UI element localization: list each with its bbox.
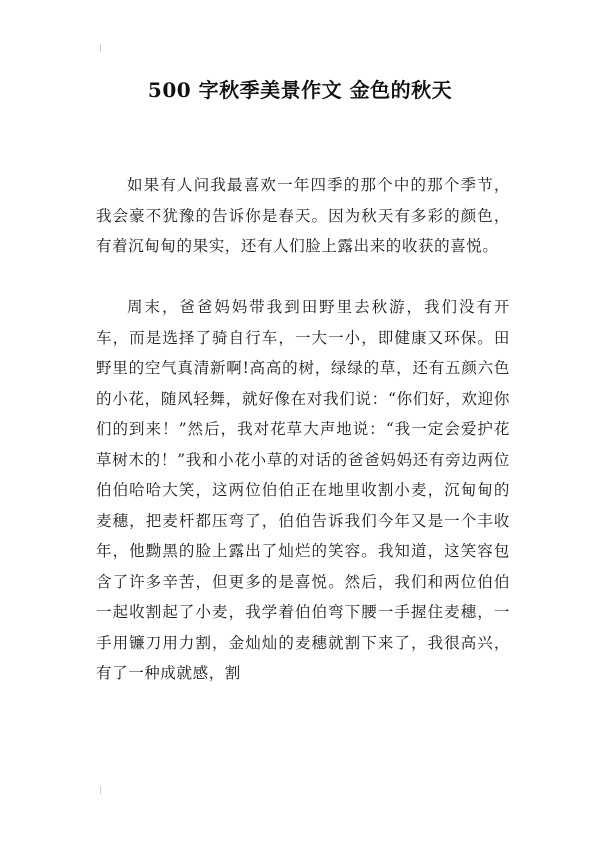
paragraph-1: 如果有人问我最喜欢一年四季的那个中的那个季节，我会豪不犹豫的告诉你是春天。因为秋天有多彩的颜色，有着沉甸甸的果实，还有人们脸上露出来的收获的喜悦。 bbox=[96, 176, 510, 255]
page-corner-mark-bottom bbox=[100, 786, 101, 794]
document-body bbox=[96, 170, 510, 689]
document-title: 500 字秋季美景作文 金色的秋天 bbox=[147, 78, 453, 102]
paragraph-2: 周末，爸爸妈妈带我到田野里去秋游，我们没有开车，而是选择了骑自行车，一大一小，即健康又环保。田野里的空气真清新啊!高高的树，绿绿的草，还有五颜六色的小花，随风轻舞，就好像在对我们说：“你们好，欢迎你们的到来！”然后，我对花草大声地说：“我一定会爱护花草树木的！”我和小花小草的对话的爸爸妈妈还有旁边两位伯伯哈哈大笑，这两位伯伯正在地里收割小麦，沉甸甸的麦穗，把麦杆都压弯了，伯伯告诉我们今年又是一个丰收年，他黝黑的脸上露出了灿烂的笑容。我知道，这笑容包含了许多辛苦，但更多的是喜悦。然后，我们和两位伯伯一起收割起了小麦，我学着伯伯弯下腰一手握住麦穗，一手用镰刀用力割，金灿灿的麦穗就割下来了，我很高兴，有了一种成就感，割 bbox=[96, 298, 510, 682]
page-corner-mark-top bbox=[100, 44, 101, 52]
